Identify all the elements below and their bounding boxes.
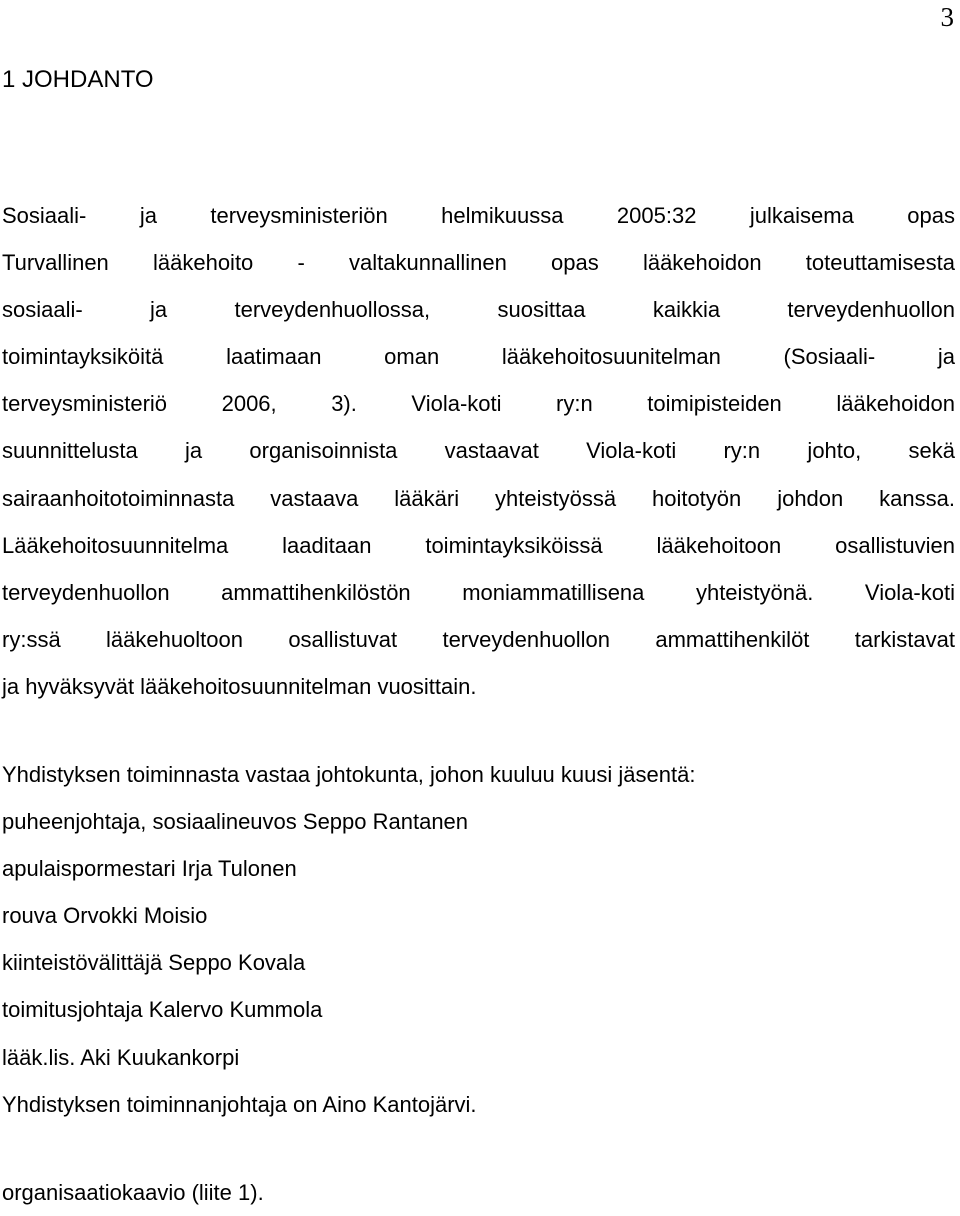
paragraph-line: sairaanhoitotoiminnasta vastaava lääkäri yhteistyössä hoitotyön johdon kanssa.	[2, 485, 955, 511]
board-paragraph	[2, 751, 955, 1128]
reference-paragraph	[2, 1169, 955, 1216]
board-member: toimitusjohtaja Kalervo Kummola	[2, 997, 323, 1023]
section-heading: 1 JOHDANTO	[2, 66, 154, 93]
director-line: Yhdistyksen toiminnanjohtaja on Aino Kantojärvi.	[2, 1091, 477, 1117]
intro-paragraph	[2, 192, 955, 710]
paragraph-line: terveydenhuollon ammattihenkilöstön moniammatillisena yhteistyönä. Viola-koti	[2, 579, 955, 605]
board-member: kiinteistövälittäjä Seppo Kovala	[2, 950, 306, 976]
board-member: puheenjohtaja, sosiaalineuvos Seppo Rantanen	[2, 809, 469, 835]
paragraph-line: Turvallinen lääkehoito - valtakunnallinen opas lääkehoidon toteuttamisesta	[2, 250, 955, 276]
paragraph-line: terveysministeriö 2006, 3). Viola-koti ry:n toimipisteiden lääkehoidon	[2, 391, 955, 417]
board-member: rouva Orvokki Moisio	[2, 903, 208, 929]
paragraph-line: suunnittelusta ja organisoinnista vastaavat Viola-koti ry:n johto, sekä	[2, 438, 955, 464]
board-member: lääk.lis. Aki Kuukankorpi	[2, 1044, 240, 1070]
paragraph-line: sosiaali- ja terveydenhuollossa, suosittaa kaikkia terveydenhuollon	[2, 297, 955, 323]
paragraph-line: ry:ssä lääkehuoltoon osallistuvat terveydenhuollon ammattihenkilöt tarkistavat	[2, 626, 955, 652]
paragraph-line: toimintayksiköitä laatimaan oman lääkehoitosuunitelman (Sosiaali- ja	[2, 344, 955, 370]
paragraph-line: ja hyväksyvät lääkehoitosuunnitelman vuosittain.	[2, 673, 477, 699]
board-intro: Yhdistyksen toiminnasta vastaa johtokunta, johon kuuluu kuusi jäsentä:	[2, 762, 696, 787]
paragraph-line: Sosiaali- ja terveysministeriön helmikuussa 2005:32 julkaisema opas	[2, 203, 955, 228]
page-number: 3	[940, 2, 954, 32]
paragraph-line: Lääkehoitosuunnitelma laaditaan toimintayksiköissä lääkehoitoon osallistuvien	[2, 532, 955, 558]
board-member: apulaispormestari Irja Tulonen	[2, 856, 297, 882]
org-chart-reference: organisaatiokaavio (liite 1).	[2, 1180, 264, 1205]
